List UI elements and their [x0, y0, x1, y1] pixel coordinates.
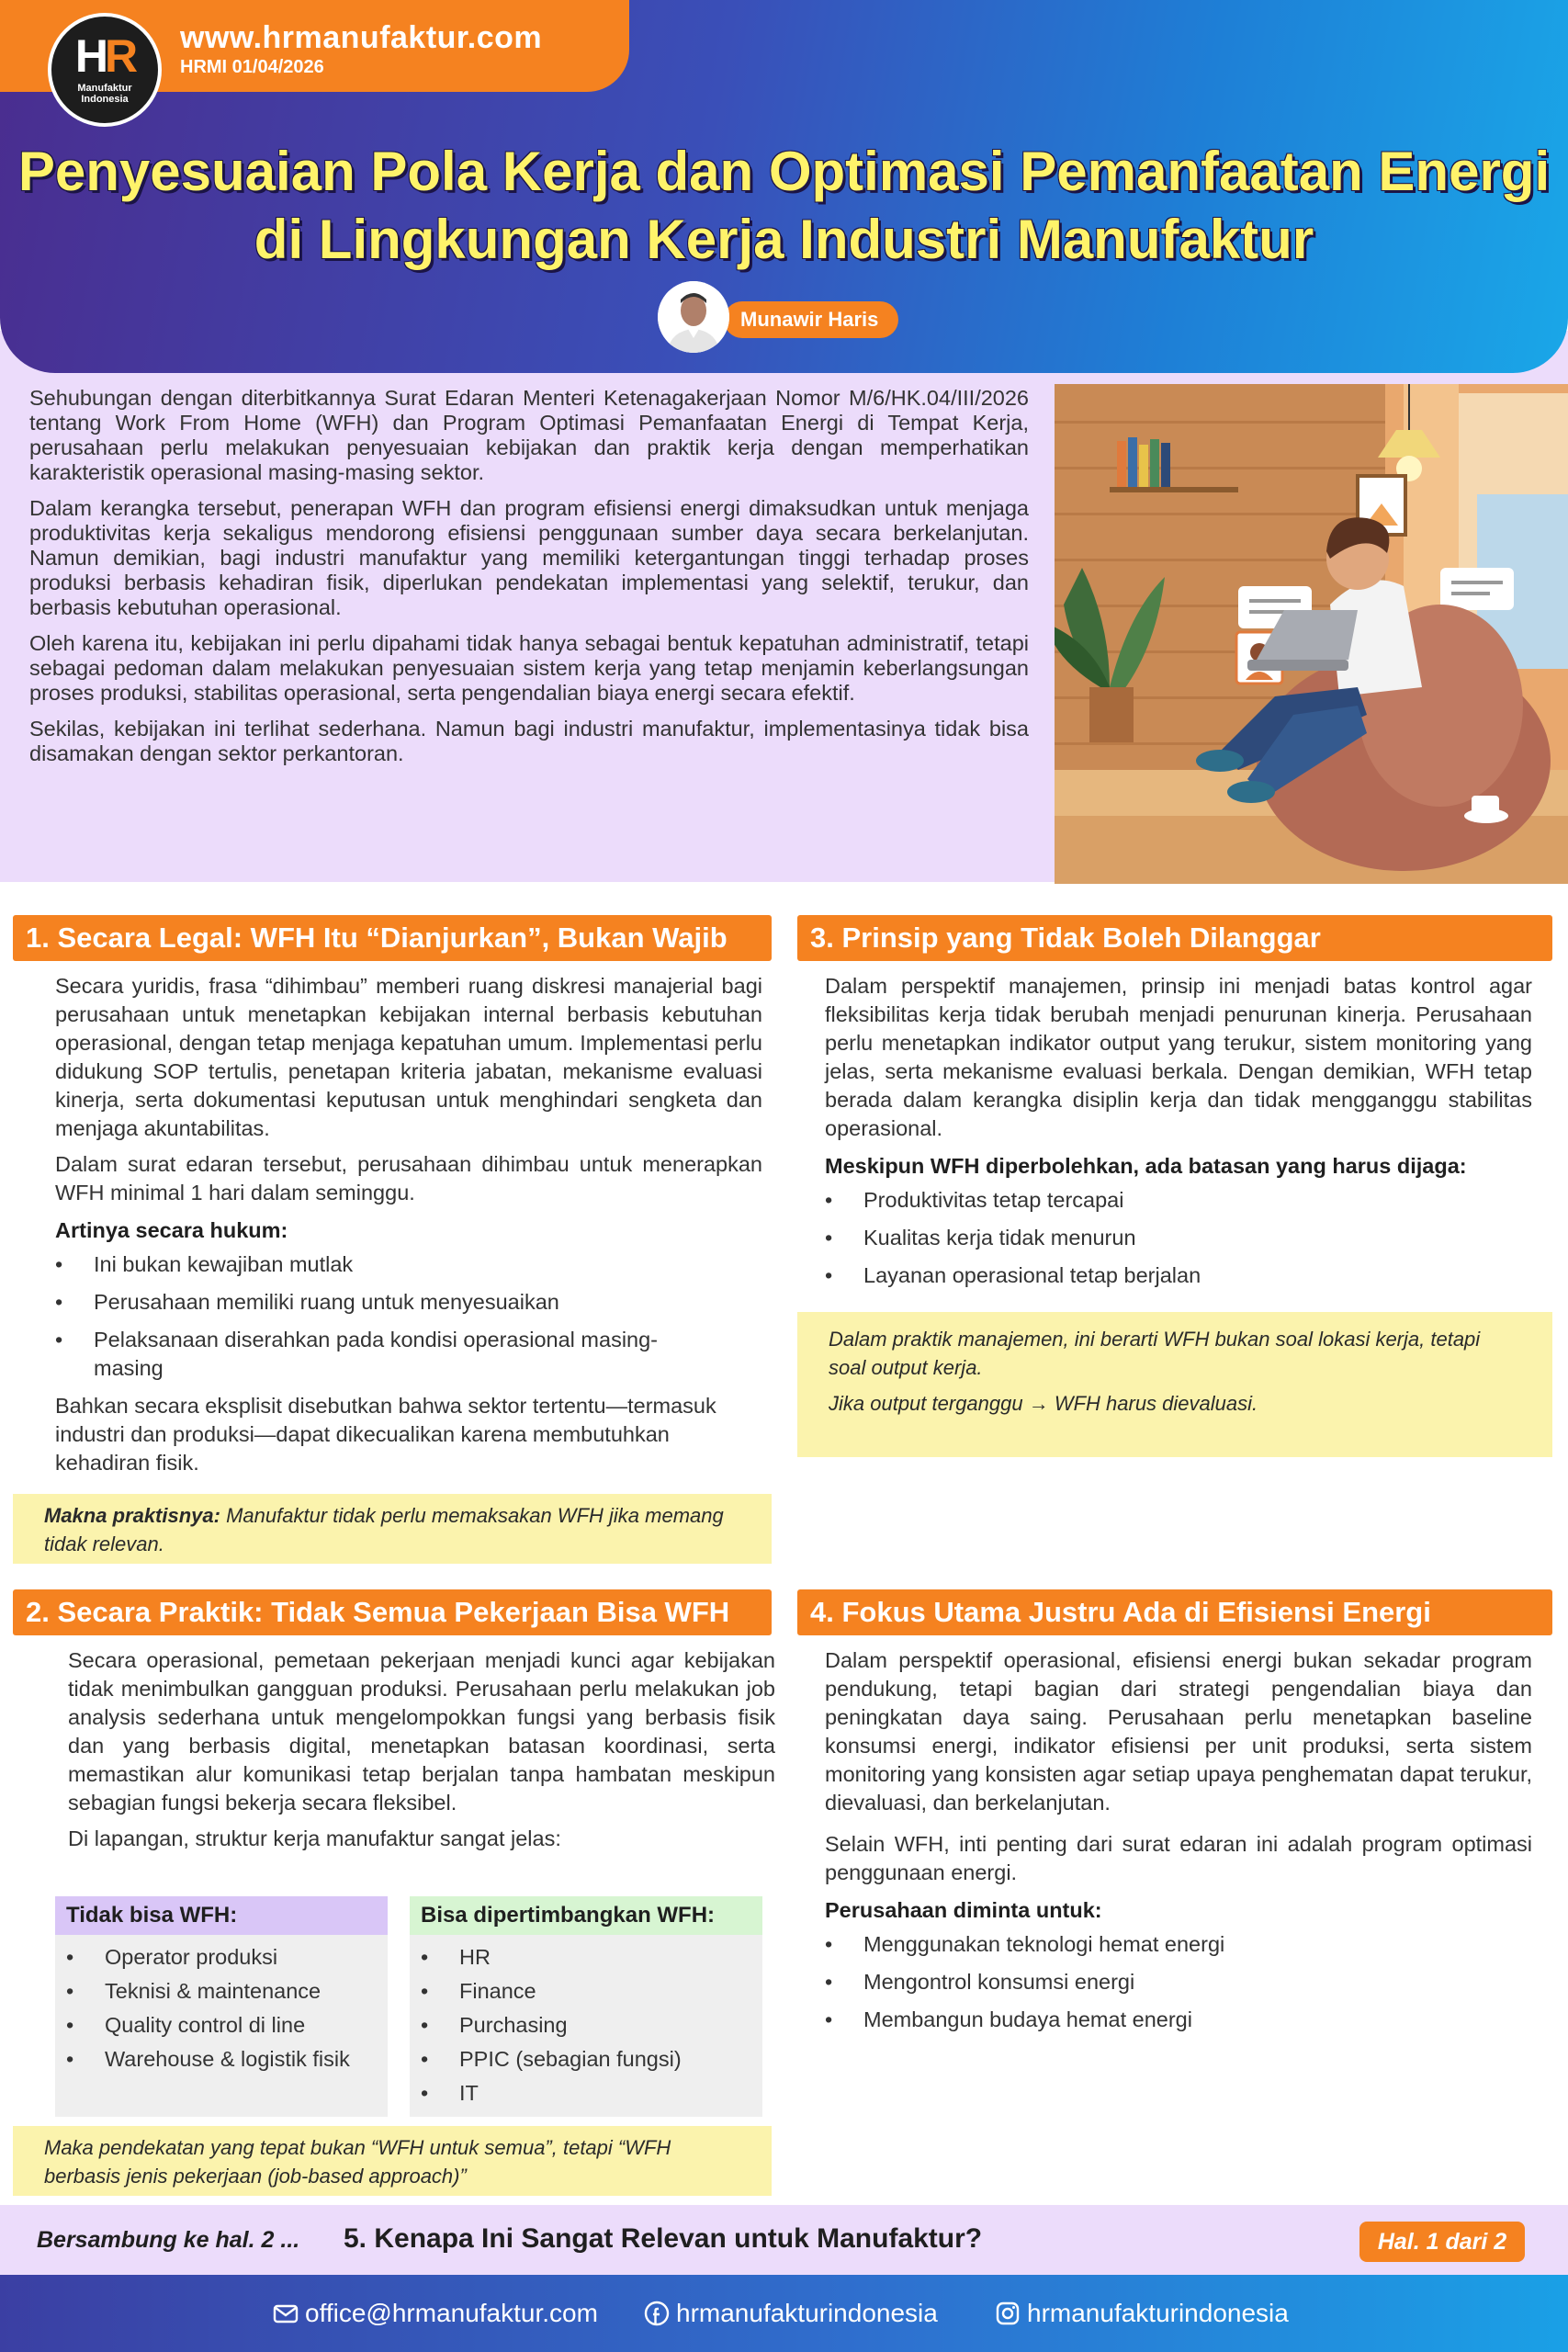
logo-subtitle-1: Manufaktur [77, 83, 132, 94]
continued-text: Bersambung ke hal. 2 ... [37, 2227, 300, 2253]
section1-note [13, 1494, 772, 1564]
list-item: • Menggunakan teknologi hemat energi [825, 1930, 1532, 1959]
wfh-possible-heading: Bisa dipertimbangkan WFH: [410, 1896, 762, 1935]
section1-note-text: Manufaktur tidak perlu memaksakan WFH jika memang tidak relevan. [44, 1504, 724, 1555]
list-item: • Membangun budaya hemat energi [825, 2006, 1532, 2034]
intro-paragraph: Dalam kerangka tersebut, penerapan WFH dan program efisiensi energi dimaksudkan untuk menjaga produktivitas kerja sekaligus mendorong efisiensi penggunaan sumber daya secara berkelanjutan. Namun demikian, bagi industri manufaktur yang memiliki ketergantungan tinggi terhadap proses produksi berbasis kehadiran fisik, diperlukan pendekatan implementasi yang selektif, terukur, dan berbasis kebutuhan operasional. [29, 496, 1029, 619]
logo-subtitle-2: Indonesia [81, 94, 129, 105]
list-item: • Ini bukan kewajiban mutlak [55, 1250, 762, 1279]
section2-paragraph: Secara operasional, pemetaan pekerjaan menjadi kunci agar kebijakan tidak menimbulkan gangguan produksi. Perusahaan perlu melakukan job analysis sederhana untuk mengelompokkan fungsi yang berbasis fisik dan yang berbasis digital, menetapkan batasan koordinasi, serta memastikan alur komunikasi tetap berjalan tanpa hambatan meskipun sebagian fungsi bekerja secara fleksibel. [68, 1648, 775, 1815]
section1-paragraph: Dalam surat edaran tersebut, perusahaan dihimbau untuk menerapkan WFH minimal 1 hari dalam seminggu. [55, 1152, 762, 1204]
page-title [0, 138, 1568, 274]
list-item: • Teknisi & maintenance [55, 1974, 388, 2008]
wfh-possible-list [410, 1940, 762, 2110]
list-item: • Kualitas kerja tidak menurun [825, 1224, 1532, 1252]
list-item: • Perusahaan memiliki ruang untuk menyesuaikan [55, 1288, 762, 1317]
list-item: • Purchasing [410, 2008, 762, 2042]
header-banner [0, 0, 1568, 373]
intro-paragraph: Sehubungan dengan diterbitkannya Surat Edaran Menteri Ketenagakerjaan Nomor M/6/HK.04/III/2026 tentang Work From Home (WFH) dan Program Optimasi Pemanfaatan Energi di Tempat Kerja, perusahaan perlu melakukan penyesuaian kebijakan dan praktik kerja dengan memperhatikan karakteristik operasional masing-masing sektor. [29, 386, 1029, 484]
mail-icon [272, 2300, 299, 2327]
list-item: • Warehouse & logistik fisik [55, 2042, 388, 2076]
list-item: • Operator produksi [55, 1940, 388, 1974]
section1-lead: Artinya secara hukum: [55, 1218, 288, 1242]
section2-body [68, 1646, 775, 1860]
not-wfh-list [55, 1940, 388, 2076]
hr-logo [48, 13, 162, 127]
page-title-line2: di Lingkungan Kerja Industri Manufaktur [254, 209, 1314, 270]
instagram-icon [994, 2300, 1021, 2327]
section1-note-label: Makna praktisnya: [44, 1504, 220, 1527]
section2-paragraph: Di lapangan, struktur kerja manufaktur sangat jelas: [68, 1826, 561, 1850]
email-text: office@hrmanufaktur.com [305, 2299, 598, 2327]
email-contact[interactable] [272, 2299, 598, 2328]
facebook-icon [643, 2300, 671, 2327]
section1-paragraph: Secara yuridis, frasa “dihimbau” memberi ruang diskresi manajerial bagi perusahaan untuk menetapkan kebijakan internal berbasis kebutuhan operasional, dengan tetap menjaga kepatuhan umum. Implementasi perlu didukung SOP tertulis, penetapan kriteria jabatan, mekanisme evaluasi kinerja, serta dokumentasi keputusan untuk menghindari sengketa dan menjaga akuntabilitas. [55, 974, 762, 1140]
section2-note [13, 2126, 772, 2196]
not-wfh-column [55, 1896, 388, 2117]
section4-list [825, 1930, 1532, 2034]
section2-title: 2. Secara Praktik: Tidak Semua Pekerjaan Bisa WFH [13, 1589, 772, 1635]
page-indicator: Hal. 1 dari 2 [1359, 2222, 1525, 2262]
section3-note-line: Jika output terganggu → WFH harus dievaluasi. [829, 1392, 1258, 1415]
list-item: • PPIC (sebagian fungsi) [410, 2042, 762, 2076]
section4-body [825, 1646, 1532, 2043]
section4-paragraph: Dalam perspektif operasional, efisiensi energi bukan sekadar program pendukung, tetapi bagian dari strategi pengendalian biaya dan peningkatan daya saing. Perusahaan perlu menetapkan baseline konsumsi energi, indikator efisiensi per unit produksi, serta sistem monitoring yang konsisten agar setiap upaya penghematan dapat terukur, dievaluasi, dan berkelanjutan. [825, 1648, 1532, 1815]
list-item: • Quality control di line [55, 2008, 388, 2042]
author-photo [658, 281, 729, 353]
section3-note-line: Dalam praktik manajemen, ini berarti WFH bukan soal lokasi kerja, tetapi soal output kerja. [829, 1328, 1481, 1379]
instagram-text: hrmanufakturindonesia [1027, 2299, 1289, 2327]
section1-body [55, 972, 762, 1485]
section3-paragraph: Dalam perspektif manajemen, prinsip ini menjadi batas kontrol agar fleksibilitas kerja tidak berubah menjadi penurunan kinerja. Perusahaan perlu menetapkan indikator output yang terukur, sistem monitoring yang jelas, serta mekanisme evaluasi berkala. Dengan demikian, WFH tetap berada dalam kerangka disiplin kerja dan tidak mengganggu stabilitas operasional. [825, 974, 1532, 1140]
section4-title: 4. Fokus Utama Justru Ada di Efisiensi Energi [797, 1589, 1552, 1635]
section3-body [825, 972, 1532, 1299]
intro-text [29, 386, 1029, 777]
list-item: • Mengontrol konsumsi energi [825, 1968, 1532, 1996]
logo-letter-r: R [105, 30, 135, 82]
intro-paragraph: Oleh karena itu, kebijakan ini perlu dipahami tidak hanya sebagai bentuk kepatuhan administratif, tetapi sebagai pedoman dalam melakukan penyesuaian sistem kerja yang tetap menjamin keberlangsungan proses produksi, stabilitas operasional, serta pengendalian biaya energi secara efektif. [29, 631, 1029, 705]
section3-lead: Meskipun WFH diperbolehkan, ada batasan yang harus dijaga: [825, 1154, 1467, 1178]
instagram-contact[interactable] [994, 2299, 1289, 2328]
contact-bar [0, 2275, 1568, 2352]
section1-list [55, 1250, 762, 1383]
wfh-possible-column [410, 1896, 762, 2117]
document-id: HRMI 01/04/2026 [180, 57, 324, 77]
section3-list [825, 1186, 1532, 1290]
facebook-contact[interactable] [643, 2299, 938, 2328]
intro-paragraph: Sekilas, kebijakan ini terlihat sederhana. Namun bagi industri manufaktur, implementasinya tidak bisa disamakan dengan sektor perkantoran. [29, 717, 1029, 765]
next-section-title: 5. Kenapa Ini Sangat Relevan untuk Manufaktur? [344, 2223, 983, 2254]
list-item: • IT [410, 2076, 762, 2110]
list-item: • Produktivitas tetap tercapai [825, 1186, 1532, 1215]
not-wfh-heading: Tidak bisa WFH: [55, 1896, 388, 1935]
list-item: • HR [410, 1940, 762, 1974]
section2-note-text: Maka pendekatan yang tepat bukan “WFH untuk semua”, tetapi “WFH berbasis jenis pekerjaan (job-based approach)” [44, 2136, 671, 2188]
page-title-line1: Penyesuaian Pola Kerja dan Optimasi Pemanfaatan Energi [17, 141, 1551, 202]
section3-note [797, 1312, 1552, 1457]
section4-paragraph: Selain WFH, inti penting dari surat edaran ini adalah program optimasi penggunaan energi. [825, 1832, 1532, 1884]
wfh-illustration [1055, 384, 1568, 884]
website-link[interactable]: www.hrmanufaktur.com [180, 20, 543, 55]
list-item: • Finance [410, 1974, 762, 2008]
section4-lead: Perusahaan diminta untuk: [825, 1898, 1102, 1922]
section1-paragraph: Bahkan secara eksplisit disebutkan bahwa sektor tertentu—termasuk industri dan produksi—dapat dikecualikan karena membutuhkan kehadiran fisik. [55, 1394, 716, 1475]
section1-title: 1. Secara Legal: WFH Itu “Dianjurkan”, Bukan Wajib [13, 915, 772, 961]
list-item: • Pelaksanaan diserahkan pada kondisi operasional masing-masing [55, 1326, 762, 1383]
facebook-text: hrmanufakturindonesia [676, 2299, 938, 2327]
section3-title: 3. Prinsip yang Tidak Boleh Dilanggar [797, 915, 1552, 961]
list-item: • Layanan operasional tetap berjalan [825, 1261, 1532, 1290]
author-name: Munawir Haris [724, 301, 898, 338]
logo-letter-h: H [74, 30, 105, 82]
